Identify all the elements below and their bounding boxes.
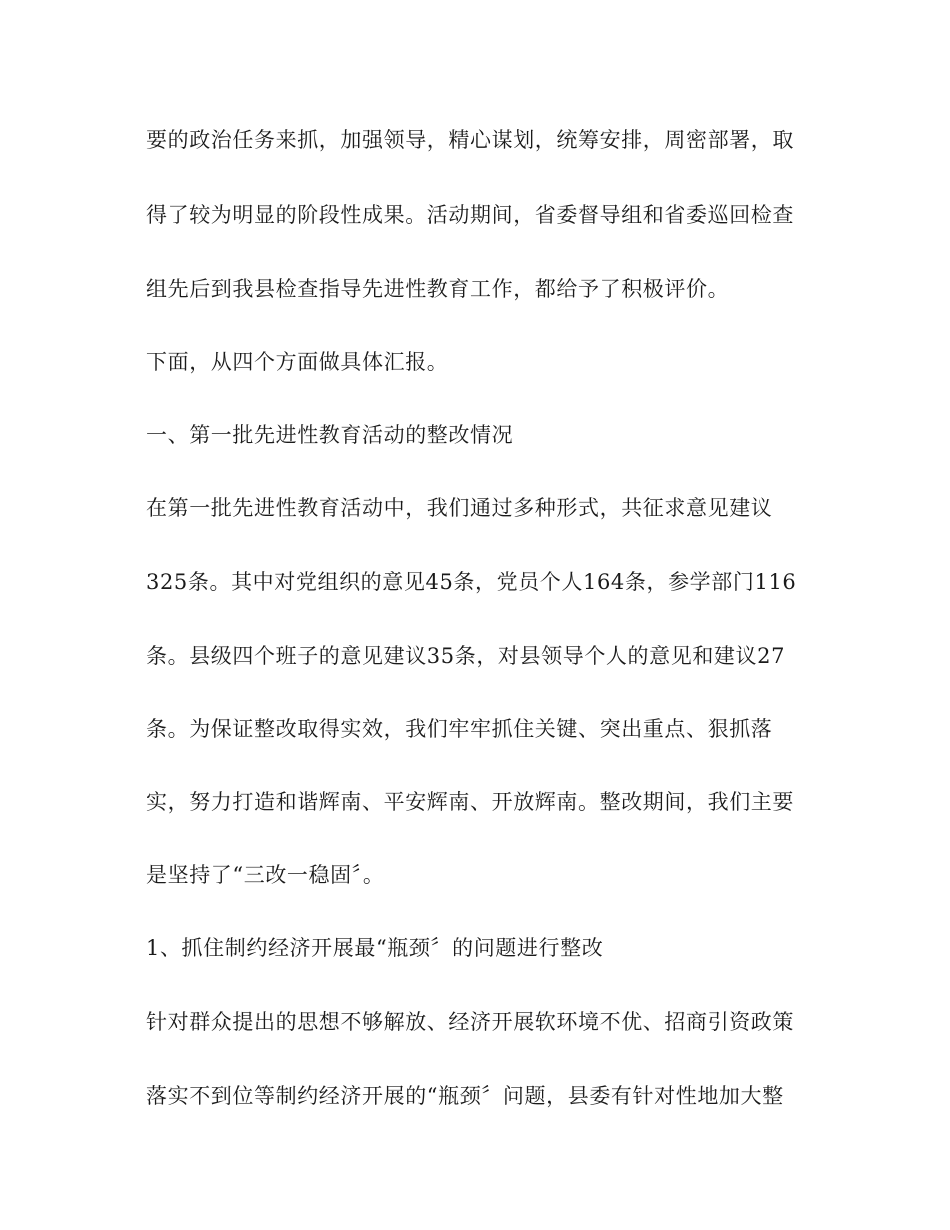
subsection-heading-1: 1、抓住制约经济开展最“瓶颈〞的问题进行整改: [146, 936, 604, 960]
text-line-9: 条。为保证整改取得实效，我们牢牢抓住关键、突出重点、狠抓落: [146, 717, 773, 741]
text-line-11: 是坚持了“三改一稳固〞。: [146, 863, 385, 887]
text-line-7: 325条。其中对党组织的意见45条，党员个人164条，参学部门116: [146, 570, 797, 594]
text-line-13: 针对群众提出的思想不够解放、经济开展软环境不优、招商引资政策: [146, 1010, 794, 1034]
text-line-10: 实，努力打造和谐辉南、平安辉南、开放辉南。整改期间，我们主要: [146, 790, 794, 814]
text-line-1: 要的政治任务来抓，加强领导，精心谋划，统筹安排，周密部署，取: [146, 128, 794, 152]
section-heading-1: 一、第一批先进性教育活动的整改情况: [146, 423, 514, 447]
text-line-2: 得了较为明显的阶段性成果。活动期间，省委督导组和省委巡回检查: [146, 203, 794, 227]
text-line-6: 在第一批先进性教育活动中，我们通过多种形式，共征求意见建议: [146, 496, 773, 520]
text-line-14: 落实不到位等制约经济开展的“瓶颈〞问题，县委有针对性地加大整: [146, 1084, 784, 1108]
text-line-8: 条。县级四个班子的意见建议35条，对县领导个人的意见和建议27: [146, 644, 786, 668]
text-line-3: 组先后到我县检查指导先进性教育工作，都给予了积极评价。: [146, 277, 730, 301]
text-line-4: 下面，从四个方面做具体汇报。: [146, 350, 449, 374]
